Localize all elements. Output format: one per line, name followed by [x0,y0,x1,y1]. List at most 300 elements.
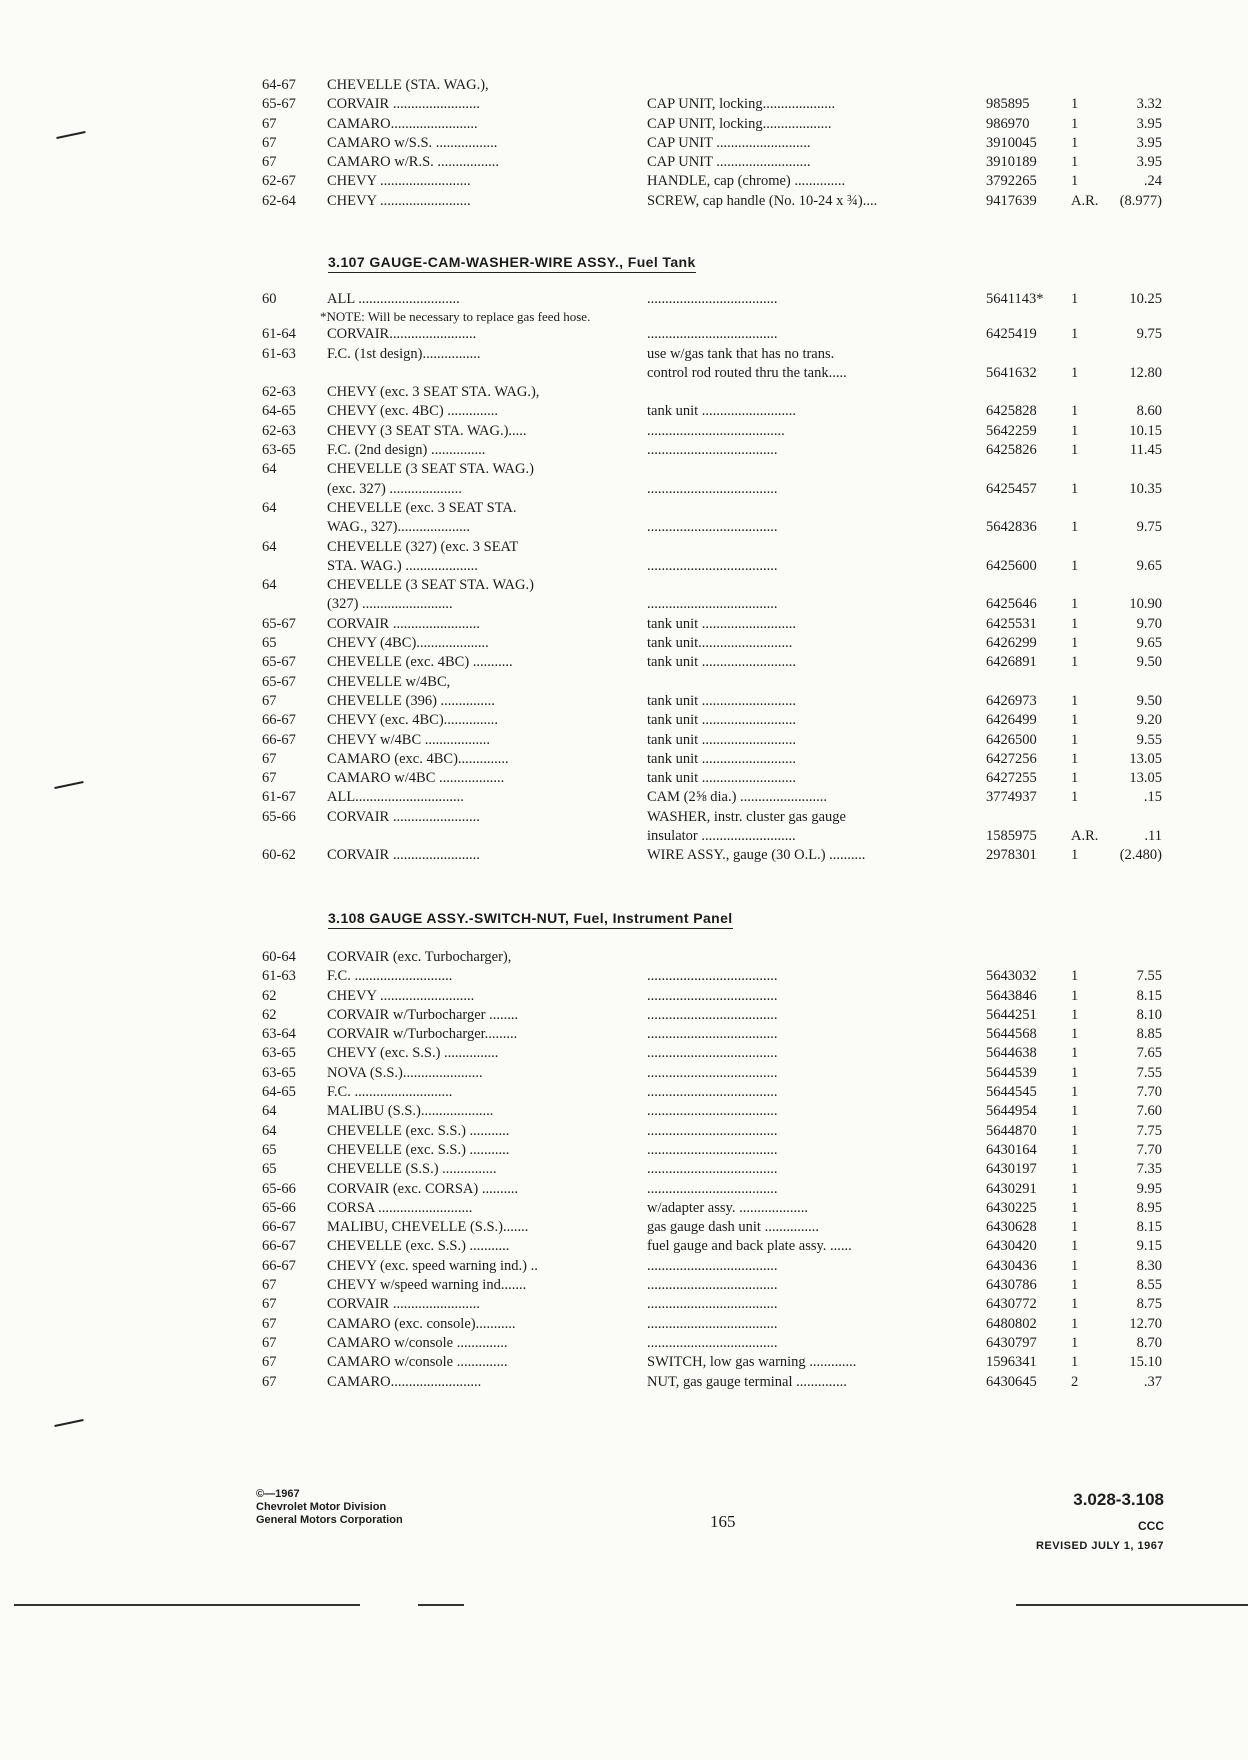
revision-date: REVISED JULY 1, 1967 [1035,1540,1164,1552]
quantity-cell: 1 [1071,134,1079,151]
year-cell: 65-67 [262,615,296,632]
table-row [262,1102,1162,1121]
model-cell: CHEVELLE (S.S.) ............... [327,1161,497,1178]
description-cell: tank unit .......................... [647,712,797,729]
table-row [262,967,1162,986]
description-cell: w/adapter assy. ................... [647,1199,808,1216]
price-cell: 3.95 [1136,115,1162,132]
part-number-cell: 6430436 [986,1257,1037,1274]
year-cell: 65-67 [262,96,296,113]
price-cell: 7.60 [1136,1103,1162,1120]
year-cell: 60 [262,291,277,307]
price-cell: (2.480) [1119,847,1162,864]
quantity-cell: 1 [1071,115,1079,132]
description-cell: .................................... [647,1064,778,1081]
year-cell: 65 [262,1141,277,1158]
table-row [262,1334,1162,1353]
model-cell: CORVAIR ........................ [327,1296,480,1313]
part-number-cell: 6430645 [986,1373,1037,1390]
description-cell: CAM (2⅝ dia.) ........................ [647,789,828,806]
price-cell: 12.70 [1129,1315,1162,1332]
bottom-rule [1016,1604,1248,1606]
quantity-cell: 1 [1071,731,1079,748]
table-row [262,518,1162,537]
year-cell: 63-65 [262,442,296,459]
table-row [262,402,1162,421]
year-cell: 64-65 [262,1084,296,1101]
year-cell: 66-67 [262,1238,296,1255]
part-number-cell: 6430164 [986,1141,1037,1158]
year-cell: 65-67 [262,673,296,690]
quantity-cell: 1 [1071,557,1079,574]
quantity-cell: 1 [1071,712,1079,729]
copyright: ©—1967 [256,1488,300,1500]
year-cell: 62 [262,1006,277,1023]
quantity-cell: 1 [1071,1315,1079,1332]
quantity-cell: 1 [1071,847,1079,864]
price-cell: 9.50 [1136,692,1162,709]
price-cell: 8.95 [1136,1199,1162,1216]
price-cell: 9.65 [1136,557,1162,574]
year-cell: 67 [262,692,277,709]
description-cell: CAP UNIT, locking................... [647,115,832,132]
model-cell: CORVAIR ........................ [327,615,480,632]
quantity-cell: A.R. [1071,828,1099,845]
part-number-cell: 5644251 [986,1006,1037,1023]
table-row [262,692,1162,711]
part-number-cell: 3774937 [986,789,1037,806]
quantity-cell: 1 [1071,654,1079,671]
model-cell: CHEVY w/4BC .................. [327,731,490,748]
model-cell: CAMARO (exc. console)........... [327,1315,516,1332]
table-row [262,1025,1162,1044]
model-cell: CHEVELLE (exc. S.S.) ........... [327,1122,510,1139]
table-row [262,1160,1162,1179]
year-cell: 67 [262,154,277,171]
table-row [262,634,1162,653]
section-range: 3.028-3.108 [1073,1490,1164,1509]
quantity-cell: 1 [1071,326,1079,343]
margin-mark [56,131,86,139]
table-row [262,808,1162,827]
price-cell: 7.75 [1136,1122,1162,1139]
table-row [262,383,1162,402]
part-number-cell: 6430225 [986,1199,1037,1216]
model-cell: CHEVY ......................... [327,192,471,209]
quantity-cell: 1 [1071,1141,1079,1158]
year-cell: 67 [262,115,277,132]
table-row [262,345,1162,364]
part-number-cell: 9417639 [986,192,1037,209]
part-number-cell: 6427255 [986,770,1037,787]
description-cell: .................................... [647,1103,778,1120]
section-3108-heading: 3.108 GAUGE ASSY.-SWITCH-NUT, Fuel, Instrument Panel [328,910,733,929]
model-cell: (327) ......................... [327,596,453,613]
quantity-cell: 1 [1071,692,1079,709]
price-cell: .24 [1143,173,1162,190]
year-cell: 62 [262,987,277,1004]
description-cell: HANDLE, cap (chrome) .............. [647,173,846,190]
price-cell: 8.15 [1136,1219,1162,1236]
price-cell: 11.45 [1129,442,1162,459]
quantity-cell: 1 [1071,770,1079,787]
description-cell: .................................... [647,987,778,1004]
quantity-cell: 1 [1071,173,1079,190]
table-row [262,987,1162,1006]
model-cell: CHEVY (exc. 4BC)............... [327,712,499,729]
part-number-cell: 3792265 [986,173,1037,190]
description-cell: CAP UNIT .......................... [647,134,811,151]
description-cell: tank unit .......................... [647,403,797,420]
table-row [262,1122,1162,1141]
price-cell: 9.65 [1136,635,1162,652]
part-number-cell: 6426973 [986,692,1037,709]
model-cell: CHEVELLE (exc. 4BC) ........... [327,654,513,671]
description-cell: .................................... [647,326,778,343]
part-number-cell: 6430628 [986,1219,1037,1236]
price-cell: 10.90 [1129,596,1162,613]
quantity-cell: 1 [1071,403,1079,420]
year-cell: 62-64 [262,192,296,209]
description-cell: use w/gas tank that has no trans. [647,345,835,362]
table-row [262,499,1162,518]
part-number-cell: 5644568 [986,1026,1037,1043]
model-cell: WAG., 327).................... [327,519,470,536]
part-number-cell: 5643846 [986,987,1037,1004]
description-cell: SWITCH, low gas warning ............. [647,1354,857,1371]
year-cell: 66-67 [262,1219,296,1236]
description-cell: .................................... [647,1257,778,1274]
price-cell: 7.35 [1136,1161,1162,1178]
price-cell: 8.30 [1136,1257,1162,1274]
model-cell: CAMARO w/S.S. ................. [327,134,498,151]
description-cell: control rod routed thru the tank..... [647,364,847,381]
description-cell: WASHER, instr. cluster gas gauge [647,808,846,825]
price-cell: (8.977) [1119,192,1162,209]
description-cell: .................................... [647,968,778,985]
price-cell: 10.15 [1129,422,1162,439]
description-cell: .................................... [647,480,778,497]
table-row [262,115,1162,134]
page-number: 165 [710,1512,736,1531]
table-row [262,1044,1162,1063]
description-cell: .................................... [647,1161,778,1178]
part-number-cell: 6425419 [986,326,1037,343]
description-cell: .................................... [647,557,778,574]
price-cell: 8.55 [1136,1277,1162,1294]
year-cell: 62-63 [262,422,296,439]
part-number-cell: 6425600 [986,557,1037,574]
model-cell: CHEVY (exc. 4BC) .............. [327,403,499,420]
table-row [262,673,1162,692]
table-row [262,1315,1162,1334]
table-row [262,1180,1162,1199]
description-cell: tank unit .......................... [647,750,797,767]
quantity-cell: 1 [1071,519,1079,536]
year-cell: 64-65 [262,403,296,420]
model-cell: NOVA (S.S.)...................... [327,1064,483,1081]
part-number-cell: 5644954 [986,1103,1037,1120]
section-3107-heading: 3.107 GAUGE-CAM-WASHER-WIRE ASSY., Fuel Tank [328,254,696,273]
year-cell: 63-65 [262,1045,296,1062]
part-number-cell: 986970 [986,115,1030,132]
price-cell: 8.85 [1136,1026,1162,1043]
model-cell: F.C. ........................... [327,1084,453,1101]
model-cell: CORVAIR w/Turbocharger ........ [327,1006,519,1023]
year-cell: 65-67 [262,654,296,671]
price-cell: 9.75 [1136,326,1162,343]
year-cell: 61-63 [262,345,296,362]
description-cell: .................................... [647,1006,778,1023]
table-row [262,460,1162,479]
quantity-cell: 1 [1071,291,1079,307]
part-number-cell: 985895 [986,96,1030,113]
price-cell: 3.95 [1136,134,1162,151]
model-cell: CORSA .......................... [327,1199,473,1216]
year-cell: 63-65 [262,1064,296,1081]
description-cell: .................................... [647,1122,778,1139]
price-cell: 7.70 [1136,1141,1162,1158]
model-cell: CORVAIR (exc. Turbocharger), [327,949,512,965]
year-cell: 66-67 [262,731,296,748]
table-row [262,153,1162,172]
table-row [262,325,1162,344]
description-cell: .................................... [647,1315,778,1332]
quantity-cell: 1 [1071,480,1079,497]
year-cell: 61-64 [262,326,296,343]
year-cell: 67 [262,1296,277,1313]
table-row [262,576,1162,595]
table-row [262,1237,1162,1256]
price-cell: 8.10 [1136,1006,1162,1023]
table-row [262,653,1162,672]
description-cell: tank unit .......................... [647,770,797,787]
table-row [262,1141,1162,1160]
model-cell: CHEVY (exc. speed warning ind.) .. [327,1257,538,1274]
part-number-cell: 3910045 [986,134,1037,151]
table-row [262,1257,1162,1276]
year-cell: 64 [262,1122,277,1139]
quantity-cell: 1 [1071,1161,1079,1178]
year-cell: 65 [262,1161,277,1178]
quantity-cell: 1 [1071,1199,1079,1216]
part-number-cell: 6425828 [986,403,1037,420]
price-cell: .15 [1143,789,1162,806]
description-cell: tank unit .......................... [647,615,797,632]
description-cell: SCREW, cap handle (No. 10-24 x ¾).... [647,192,878,209]
part-number-cell: 6480802 [986,1315,1037,1332]
year-cell: 65-66 [262,1199,296,1216]
description-cell: gas gauge dash unit ............... [647,1219,819,1236]
part-number-cell: 6430786 [986,1277,1037,1294]
quantity-cell: 1 [1071,154,1079,171]
price-cell: .11 [1144,828,1162,845]
corporation: General Motors Corporation [256,1514,403,1526]
model-cell: CHEVELLE (3 SEAT STA. WAG.) [327,461,534,478]
quantity-cell: 1 [1071,750,1079,767]
price-cell: 7.55 [1136,968,1162,985]
margin-mark [54,1419,84,1427]
year-cell: 64 [262,577,277,594]
part-number-cell: 6430291 [986,1180,1037,1197]
model-cell: CHEVY (exc. 3 SEAT STA. WAG.), [327,384,540,401]
table-row [262,76,1162,95]
price-cell: 15.10 [1129,1354,1162,1371]
model-cell: CHEVY w/speed warning ind....... [327,1277,527,1294]
quantity-cell: 1 [1071,596,1079,613]
table-row [262,1083,1162,1102]
description-cell: tank unit .......................... [647,731,797,748]
model-cell: ALL.............................. [327,789,464,806]
price-cell: 7.55 [1136,1064,1162,1081]
price-cell: 3.95 [1136,154,1162,171]
year-cell: 60-62 [262,847,296,864]
year-cell: 66-67 [262,1257,296,1274]
model-cell: CAMARO w/4BC .................. [327,770,505,787]
part-number-cell: 5642259 [986,422,1037,439]
description-cell: tank unit .......................... [647,692,797,709]
footnote: *NOTE: Will be necessary to replace gas feed hose. [320,309,591,325]
price-cell: 9.95 [1136,1180,1162,1197]
year-cell: 62-67 [262,173,296,190]
part-number-cell: 6430797 [986,1334,1037,1351]
quantity-cell: 1 [1071,1277,1079,1294]
part-number-cell: 5643032 [986,968,1037,985]
price-cell: 9.15 [1136,1238,1162,1255]
description-cell: .................................... [647,442,778,459]
table-row [262,1295,1162,1314]
part-number-cell: 2978301 [986,847,1037,864]
table-row [262,1006,1162,1025]
part-number-cell: 5644545 [986,1084,1037,1101]
table-row [262,827,1162,846]
model-cell: CHEVELLE (3 SEAT STA. WAG.) [327,577,534,594]
price-cell: 9.20 [1136,712,1162,729]
quantity-cell: 1 [1071,1219,1079,1236]
year-cell: 64 [262,1103,277,1120]
model-cell: CHEVELLE w/4BC, [327,673,451,690]
table-row [262,290,1162,309]
quantity-cell: 1 [1071,1064,1079,1081]
section-3108-table [262,948,1162,1392]
price-cell: 9.70 [1136,615,1162,632]
year-cell: 61-67 [262,789,296,806]
year-cell: 60-64 [262,949,296,965]
price-cell: 12.80 [1129,364,1162,381]
model-cell: CAMARO w/console .............. [327,1354,508,1371]
description-cell: ...................................... [647,422,785,439]
part-number-cell: 5644539 [986,1064,1037,1081]
year-cell: 63-64 [262,1026,296,1043]
part-number-cell: 6426499 [986,712,1037,729]
model-cell: CAMARO........................ [327,115,478,132]
description-cell: CAP UNIT, locking.................... [647,96,836,113]
price-cell: 3.32 [1136,96,1162,113]
quantity-cell: 1 [1071,1084,1079,1101]
part-number-cell: 6426500 [986,731,1037,748]
year-cell: 62-63 [262,384,296,401]
table-row [262,1199,1162,1218]
year-cell: 67 [262,770,277,787]
description-cell: .................................... [647,596,778,613]
year-cell: 67 [262,1334,277,1351]
year-cell: 65 [262,635,277,652]
model-cell: CORVAIR ........................ [327,808,480,825]
model-cell: CHEVY .......................... [327,987,475,1004]
table-row [262,595,1162,614]
quantity-cell: 1 [1071,442,1079,459]
part-number-cell: 3910189 [986,154,1037,171]
description-cell: .................................... [647,1277,778,1294]
model-cell: CHEVELLE (exc. S.S.) ........... [327,1238,510,1255]
price-cell: 13.05 [1129,770,1162,787]
description-cell: .................................... [647,1180,778,1197]
quantity-cell: 1 [1071,789,1079,806]
model-cell: CHEVELLE (exc. 3 SEAT STA. [327,499,517,516]
model-cell: STA. WAG.) .................... [327,557,478,574]
description-cell: .................................... [647,1296,778,1313]
part-number-cell: 5642836 [986,519,1037,536]
model-cell: CHEVELLE (exc. S.S.) ........... [327,1141,510,1158]
year-cell: 67 [262,1315,277,1332]
price-cell: 8.60 [1136,403,1162,420]
year-cell: 61-63 [262,968,296,985]
quantity-cell: 1 [1071,1180,1079,1197]
model-cell: CHEVY ......................... [327,173,471,190]
description-cell: .................................... [647,519,778,536]
part-number-cell: 6426299 [986,635,1037,652]
model-cell: CHEVY (4BC).................... [327,635,489,652]
quantity-cell: 1 [1071,1103,1079,1120]
quantity-cell: 1 [1071,635,1079,652]
table-row [262,480,1162,499]
quantity-cell: 1 [1071,1354,1079,1371]
quantity-cell: 1 [1071,1334,1079,1351]
model-cell: ALL ............................ [327,291,460,307]
quantity-cell: 1 [1071,1026,1079,1043]
table-row [262,364,1162,383]
year-cell: 64 [262,461,277,478]
table-row [262,1064,1162,1083]
quantity-cell: A.R. [1071,192,1099,209]
price-cell: 9.75 [1136,519,1162,536]
table-row [262,557,1162,576]
year-cell: 64-67 [262,77,296,93]
table-row [262,1276,1162,1295]
price-cell: 8.70 [1136,1334,1162,1351]
model-cell: CHEVELLE (327) (exc. 3 SEAT [327,538,519,555]
description-cell: tank unit .......................... [647,654,797,671]
part-number-cell: 1585975 [986,828,1037,845]
bottom-rule [418,1604,464,1606]
quantity-cell: 1 [1071,364,1079,381]
part-number-cell: 6430420 [986,1238,1037,1255]
quantity-cell: 1 [1071,987,1079,1004]
description-cell: .................................... [647,1045,778,1062]
model-cell: CAMARO (exc. 4BC).............. [327,750,509,767]
quantity-cell: 1 [1071,1122,1079,1139]
table-row [262,1353,1162,1372]
part-number-cell: 5641143* [986,291,1044,307]
table-row [262,948,1162,967]
model-cell: CAMARO w/R.S. ................. [327,154,500,171]
quantity-cell: 2 [1071,1373,1079,1390]
part-number-cell: 6427256 [986,750,1037,767]
quantity-cell: 1 [1071,1045,1079,1062]
description-cell: .................................... [647,1084,778,1101]
part-number-cell: 5641632 [986,364,1037,381]
top-parts-table [262,76,1162,211]
